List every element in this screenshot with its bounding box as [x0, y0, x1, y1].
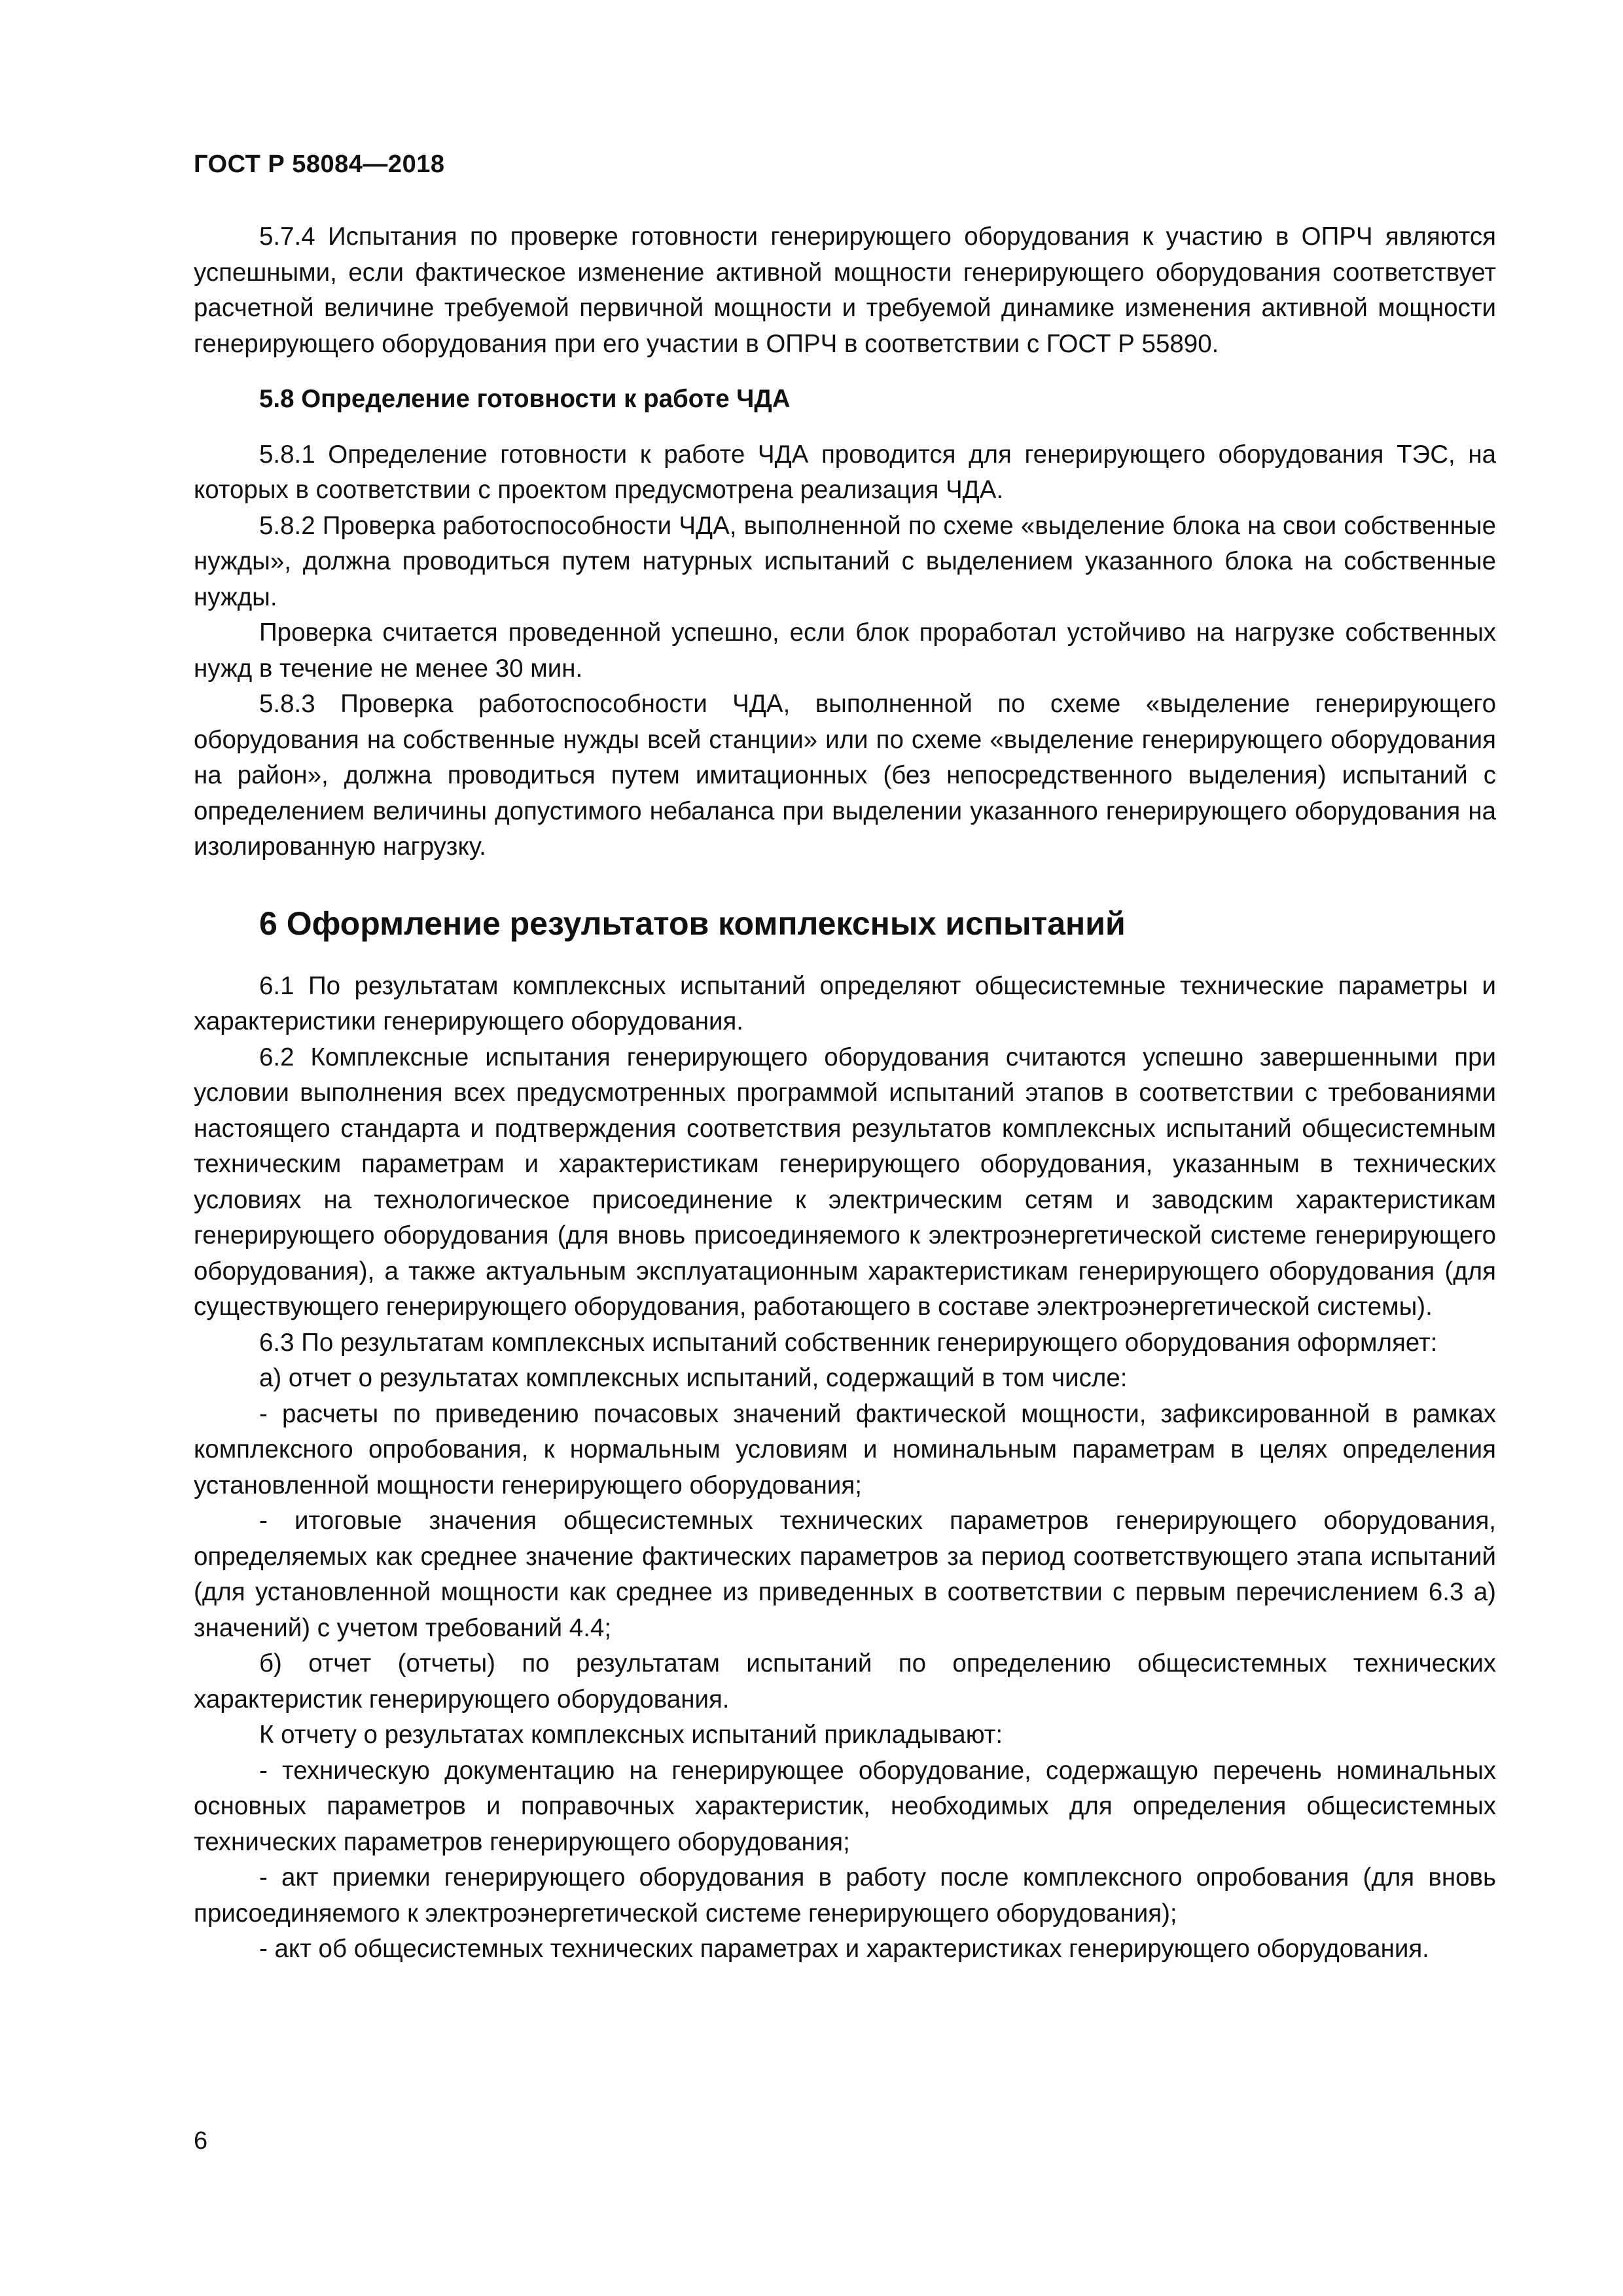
paragraph-6-2: 6.2 Комплексные испытания генерирующего оборудования считаются успешно завершенными при условии выполнения всех предусмотренных программой испытаний этапов в соответствии с требованиями настоящего стандарта и подтверждения соответствия результатов комплексных испытаний общесистемным техническим параметрам и характеристикам генерирующего оборудования, указанным в технических условиях на технологическое присоединение к электрическим сетям и заводским характеристикам генерирующего оборудования (для вновь присоединяемого к электроэнергетической системе генерирующего оборудования), а также актуальным эксплуатационным характеристикам генерирующего оборудования (для существующего генерирующего оборудования, работающего в составе электроэнергетической системы). — [194, 1043, 1496, 1321]
document-header: ГОСТ Р 58084—2018 — [194, 151, 445, 178]
section-heading-6: 6 Оформление результатов комплексных испытаний — [259, 905, 1126, 942]
document-body — [194, 219, 1496, 1967]
list-item-a: а) отчет о результатах комплексных испытаний, содержащий в том числе: — [259, 1364, 1128, 1392]
paragraph-6-1: 6.1 По результатам комплексных испытаний определяют общесистемные технические параметры и характеристики генерирующего оборудования. — [194, 971, 1496, 1035]
paragraph-5-8-2-success: Проверка считается проведенной успешно, если блок проработал устойчиво на нагрузке собственных нужд в течение не менее 30 мин. — [194, 619, 1496, 683]
paragraph-5-8-2: 5.8.2 Проверка работоспособности ЧДА, выполненной по схеме «выделение блока на свои собственные нужды», должна проводиться путем натурных испытаний с выделением указанного блока на собственные нужды. — [194, 511, 1496, 611]
list-item-dash: - техническую документацию на генерирующее оборудование, содержащую перечень номинальных основных параметров и поправочных характеристик, необходимых для определения общесистемных технических параметров генерирующего оборудования; — [194, 1756, 1496, 1856]
paragraph-5-8-1: 5.8.1 Определение готовности к работе ЧДА проводится для генерирующего оборудования ТЭС, на которых в соответствии с проектом предусмотрена реализация ЧДА. — [194, 440, 1496, 504]
list-item-b: б) отчет (отчеты) по результатам испытаний по определению общесистемных технических характеристик генерирующего оборудования. — [194, 1649, 1496, 1713]
paragraph-attachments: К отчету о результатах комплексных испытаний прикладывают: — [259, 1721, 1003, 1749]
section-heading-5-8: 5.8 Определение готовности к работе ЧДА — [259, 385, 791, 413]
paragraph-5-7-4: 5.7.4 Испытания по проверке готовности генерирующего оборудования к участию в ОПРЧ являются успешными, если фактическое изменение активной мощности генерирующего оборудования соответствует расчетной величине требуемой первичной мощности и требуемой динамике изменения активной мощности генерирующего оборудования при его участии в ОПРЧ в соответствии с ГОСТ Р 55890. — [194, 223, 1496, 358]
paragraph-6-3: 6.3 По результатам комплексных испытаний собственник генерирующего оборудования оформляет: — [259, 1328, 1438, 1357]
page-number: 6 — [194, 2127, 208, 2155]
list-item-dash: - акт приемки генерирующего оборудования в работу после комплексного опробования (для вновь присоединяемого к электроэнергетической системе генерирующего оборудования); — [194, 1863, 1496, 1928]
list-item-dash: - итоговые значения общесистемных технических параметров генерирующего оборудования, определяемых как среднее значение фактических параметров за период соответствующего этапа испытаний (для установленной мощности как среднее из приведенных в соответствии с первым перечислением 6.3 а) значений) с учетом требований 4.4; — [194, 1507, 1496, 1642]
paragraph-5-8-3: 5.8.3 Проверка работоспособности ЧДА, выполненной по схеме «выделение генерирующего оборудования на собственные нужды всей станции» или по схеме «выделение генерирующего оборудования на район», должна проводиться путем имитационных (без непосредственного выделения) испытаний с определением величины допустимого небаланса при выделении указанного генерирующего оборудования на изолированную нагрузку. — [194, 690, 1496, 861]
list-item-dash: - акт об общесистемных технических параметрах и характеристиках генерирующего оборудования. — [259, 1935, 1429, 1963]
list-item-dash: - расчеты по приведению почасовых значений фактической мощности, зафиксированной в рамках комплексного опробования, к нормальным условиям и номинальным параметрам в целях определения установленной мощности генерирующего оборудования; — [194, 1399, 1496, 1499]
